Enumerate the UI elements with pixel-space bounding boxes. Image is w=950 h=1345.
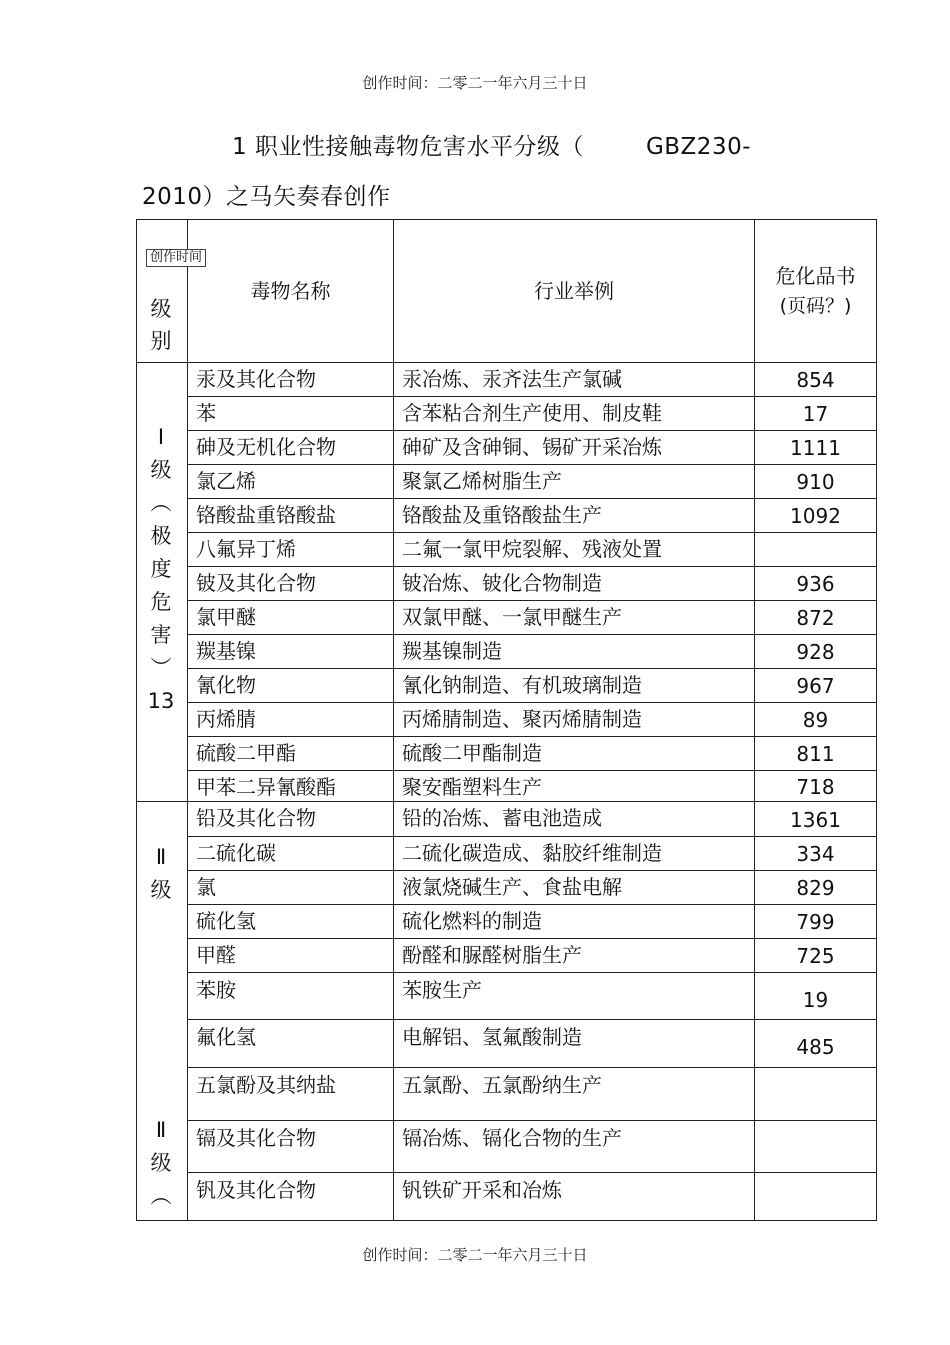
- page-number: 829: [796, 876, 835, 900]
- industry-example: 二氟一氯甲烷裂解、残液处置: [402, 537, 662, 561]
- page-number: 17: [802, 402, 829, 426]
- toxin-name: 丙烯腈: [196, 707, 256, 731]
- header-page: [755, 261, 876, 321]
- footer-note: 创作时间：二零二一年六月三十日: [362, 1246, 588, 1264]
- grade-char: ︵: [150, 1184, 172, 1208]
- industry-example: 汞冶炼、汞齐法生产氯碱: [402, 367, 622, 391]
- header-industry: 行业举例: [534, 279, 614, 303]
- industry-example: 苯胺生产: [402, 978, 482, 1002]
- grade-char: 度: [150, 557, 172, 581]
- page-number: 718: [796, 775, 835, 799]
- toxin-name: 苯胺: [196, 978, 236, 1002]
- toxin-name: 二硫化碳: [196, 841, 276, 865]
- industry-example: 电解铝、氢氟酸制造: [402, 1025, 582, 1049]
- industry-example: 氰化钠制造、有机玻璃制造: [402, 673, 642, 697]
- industry-example: 硫化燃料的制造: [402, 909, 542, 933]
- grade-char: 级: [150, 878, 172, 902]
- grade-char: 害: [150, 623, 172, 647]
- industry-example: 双氯甲醚、一氯甲醚生产: [402, 605, 622, 629]
- industry-example: 酚醛和脲醛树脂生产: [402, 943, 582, 967]
- grade-3-label: [136, 1114, 186, 1213]
- toxin-name: 铍及其化合物: [196, 571, 316, 595]
- creation-time-stamp: 创作时间: [146, 249, 206, 267]
- toxin-name: 硫化氢: [196, 909, 256, 933]
- industry-example: 钒铁矿开采和冶炼: [402, 1178, 562, 1202]
- page-number: 725: [796, 944, 835, 968]
- page-number: 811: [796, 742, 835, 766]
- toxin-name: 八氟异丁烯: [196, 537, 296, 561]
- industry-example: 镉冶炼、镉化合物的生产: [402, 1126, 622, 1150]
- toxin-name: 铬酸盐重铬酸盐: [196, 503, 336, 527]
- industry-example: 铅的冶炼、蓄电池造成: [402, 806, 602, 830]
- toxin-name: 砷及无机化合物: [196, 435, 336, 459]
- industry-example: 五氯酚、五氯酚纳生产: [402, 1073, 602, 1097]
- toxin-name: 氯甲醚: [196, 605, 256, 629]
- page-number: 854: [796, 368, 835, 392]
- grade-char: Ⅱ: [155, 845, 167, 869]
- page-number: 872: [796, 606, 835, 630]
- toxin-name: 汞及其化合物: [196, 367, 316, 391]
- header-note: 创作时间：二零二一年六月三十日: [362, 74, 588, 92]
- header-name: 毒物名称: [250, 279, 331, 303]
- toxin-name: 甲苯二异氰酸酯: [196, 775, 336, 799]
- grade-char: Ⅱ: [155, 1118, 167, 1142]
- header-page-line1: 危化品书: [775, 264, 856, 288]
- industry-example: 羰基镍制造: [402, 639, 502, 663]
- grade-1-label: [136, 421, 186, 718]
- page-number: 928: [796, 640, 835, 664]
- page-number: 1361: [790, 808, 841, 832]
- page-number: 1111: [790, 436, 841, 460]
- toxin-name: 硫酸二甲酯: [196, 741, 296, 765]
- industry-example: 铬酸盐及重铬酸盐生产: [402, 503, 602, 527]
- grade-char: 13: [147, 689, 175, 713]
- grade-char: 危: [150, 590, 172, 614]
- page-number: 19: [802, 988, 829, 1012]
- page-number: 1092: [790, 504, 841, 528]
- industry-example: 铍冶炼、铍化合物制造: [402, 571, 602, 595]
- toxicity-table: [136, 219, 877, 1221]
- toxin-name: 苯: [196, 401, 216, 425]
- industry-example: 液氯烧碱生产、食盐电解: [402, 875, 622, 899]
- toxin-name: 氰化物: [196, 673, 256, 697]
- toxin-name: 氯: [196, 875, 216, 899]
- industry-example: 砷矿及含砷铜、锡矿开采冶炼: [402, 435, 662, 459]
- toxin-name: 镉及其化合物: [196, 1126, 316, 1150]
- header-grade-char-2: 别: [150, 329, 172, 353]
- page-number: 910: [796, 470, 835, 494]
- title-right: GBZ230-: [645, 134, 752, 160]
- toxin-name: 氟化氢: [196, 1025, 256, 1049]
- industry-example: 聚氯乙烯树脂生产: [402, 469, 562, 493]
- grade-char: 极: [150, 524, 172, 548]
- grade-char: ︶: [150, 656, 172, 680]
- industry-example: 丙烯腈制造、聚丙烯腈制造: [402, 707, 642, 731]
- page-number: 334: [796, 842, 835, 866]
- industry-example: 硫酸二甲酯制造: [402, 741, 542, 765]
- toxin-name: 氯乙烯: [196, 469, 256, 493]
- toxin-name: 五氯酚及其纳盐: [196, 1073, 336, 1097]
- header-page-line2: (页码？): [779, 295, 852, 317]
- grade-char: Ⅰ: [157, 425, 165, 449]
- industry-example: 聚安酯塑料生产: [402, 775, 542, 799]
- page-number: 89: [802, 708, 829, 732]
- header-grade: [136, 293, 186, 357]
- title-left: 1 职业性接触毒物危害水平分级（: [232, 134, 584, 160]
- toxin-name: 铅及其化合物: [196, 806, 316, 830]
- page-title-line1: [232, 128, 751, 161]
- page-number: 799: [796, 910, 835, 934]
- toxin-name: 羰基镍: [196, 639, 256, 663]
- page-title-line2: 2010）之马矢奏春创作: [142, 184, 391, 210]
- industry-example: 含苯粘合剂生产使用、制皮鞋: [402, 401, 662, 425]
- grade-2-label: [136, 841, 186, 907]
- page-number: 967: [796, 674, 835, 698]
- grade-char: 级: [150, 458, 172, 482]
- grade-char: ︵: [150, 491, 172, 515]
- grade-char: 级: [150, 1151, 172, 1175]
- toxin-name: 钒及其化合物: [196, 1178, 316, 1202]
- toxin-name: 甲醛: [196, 943, 236, 967]
- industry-example: 二硫化碳造成、黏胶纤维制造: [402, 841, 662, 865]
- page-number: 485: [796, 1035, 835, 1059]
- page-number: 936: [796, 572, 835, 596]
- header-grade-char-1: 级: [150, 297, 172, 321]
